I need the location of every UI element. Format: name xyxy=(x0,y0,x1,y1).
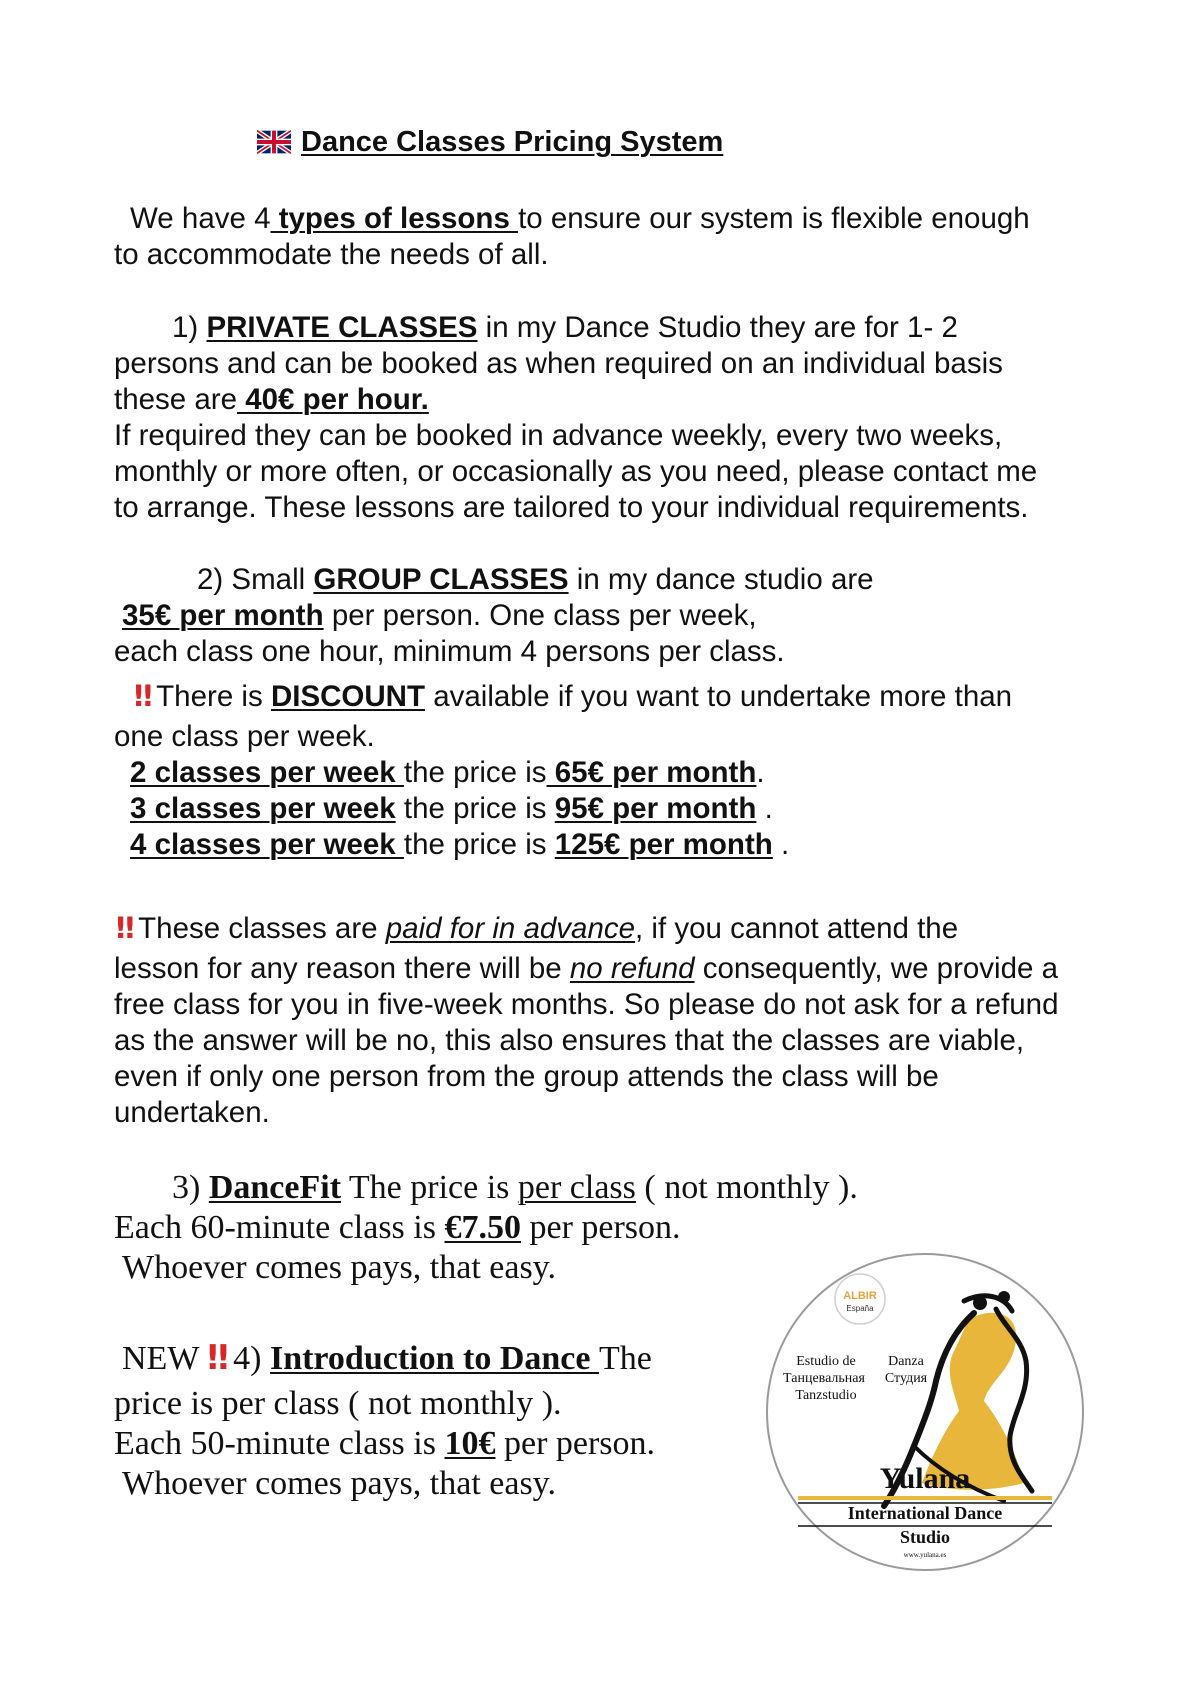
studio-subtitle-2: Studio xyxy=(899,1527,951,1547)
discount-line-2: one class per week. xyxy=(114,720,375,753)
advance-line-3: free class for you in five-week months. So please do not ask for a refund xyxy=(114,988,1059,1021)
intro-dance-heading: NEW ‼ 4) Introduction to Dance The xyxy=(122,1338,652,1378)
private-line-4: If required they can be booked in advance weekly, every two weeks, xyxy=(114,419,1003,452)
badge-bottom-text: España xyxy=(846,1304,874,1313)
studio-text-3: Танцевальная xyxy=(783,1371,865,1386)
studio-text-4: Студия xyxy=(884,1371,928,1386)
dancefit-heading: 3) DanceFit The price is per class ( not monthly ). xyxy=(172,1169,858,1206)
intro-dance-line-2: price is per class ( not monthly ). xyxy=(114,1385,562,1422)
studio-logo xyxy=(764,1251,1086,1573)
private-line-2: persons and can be booked as when required on an individual basis xyxy=(114,347,1003,380)
badge-top-text: ALBIR xyxy=(843,1290,877,1302)
private-line-5: monthly or more often, or occasionally as you need, please contact me xyxy=(114,455,1038,488)
discount-tier: 4 classes per week the price is 125€ per month . xyxy=(130,828,790,861)
studio-text-1: Estudio de xyxy=(796,1354,856,1369)
uk-flag-icon xyxy=(257,127,291,163)
private-line-6: to arrange. These lessons are tailored to your individual requirements. xyxy=(114,491,1029,524)
advance-line-1: ‼ These classes are paid for in advance, if you cannot attend the xyxy=(116,911,959,945)
studio-text-5: Tanzstudio xyxy=(795,1388,857,1403)
private-heading: 1) PRIVATE CLASSES in my Dance Studio they are for 1- 2 xyxy=(172,311,958,344)
intro-line-1: We have 4 types of lessons to ensure our system is flexible enough xyxy=(130,202,1030,235)
studio-subtitle-1: International Dance xyxy=(847,1503,1003,1523)
studio-name: Yulana xyxy=(879,1462,971,1495)
group-heading: 2) Small GROUP CLASSES in my dance studio are xyxy=(197,563,874,596)
group-line-3: each class one hour, minimum 4 persons per class. xyxy=(114,635,785,668)
advance-line-5: even if only one person from the group attends the class will be xyxy=(114,1060,939,1093)
double-exclamation-icon: ‼ xyxy=(134,679,149,713)
intro-dance-line-4: Whoever comes pays, that easy. xyxy=(122,1465,556,1502)
group-price: 35€ per month per person. One class per week, xyxy=(122,599,757,632)
studio-url: www.yulana.es xyxy=(903,1551,947,1559)
studio-text-2: Danza xyxy=(888,1354,924,1369)
double-exclamation-icon: ‼ xyxy=(207,1338,225,1378)
discount-tier: 2 classes per week the price is 65€ per month. xyxy=(130,756,765,789)
discount-line-1: ‼ There is DISCOUNT available if you want to undertake more than xyxy=(134,679,1013,713)
advance-line-2: lesson for any reason there will be no refund consequently, we provide a xyxy=(114,952,1059,985)
intro-line-2: to accommodate the needs of all. xyxy=(114,238,549,271)
advance-line-6: undertaken. xyxy=(114,1096,270,1129)
dancefit-line-3: Whoever comes pays, that easy. xyxy=(122,1249,556,1286)
dancefit-price: Each 60-minute class is €7.50 per person. xyxy=(114,1209,681,1246)
intro-dance-price: Each 50-minute class is 10€ per person. xyxy=(114,1425,656,1462)
discount-tier: 3 classes per week the price is 95€ per month . xyxy=(130,792,773,825)
private-price: these are 40€ per hour. xyxy=(114,383,429,416)
advance-line-4: as the answer will be no, this also ensures that the classes are viable, xyxy=(114,1024,1025,1057)
double-exclamation-icon: ‼ xyxy=(116,911,131,945)
page-title: Dance Classes Pricing System xyxy=(257,124,723,163)
